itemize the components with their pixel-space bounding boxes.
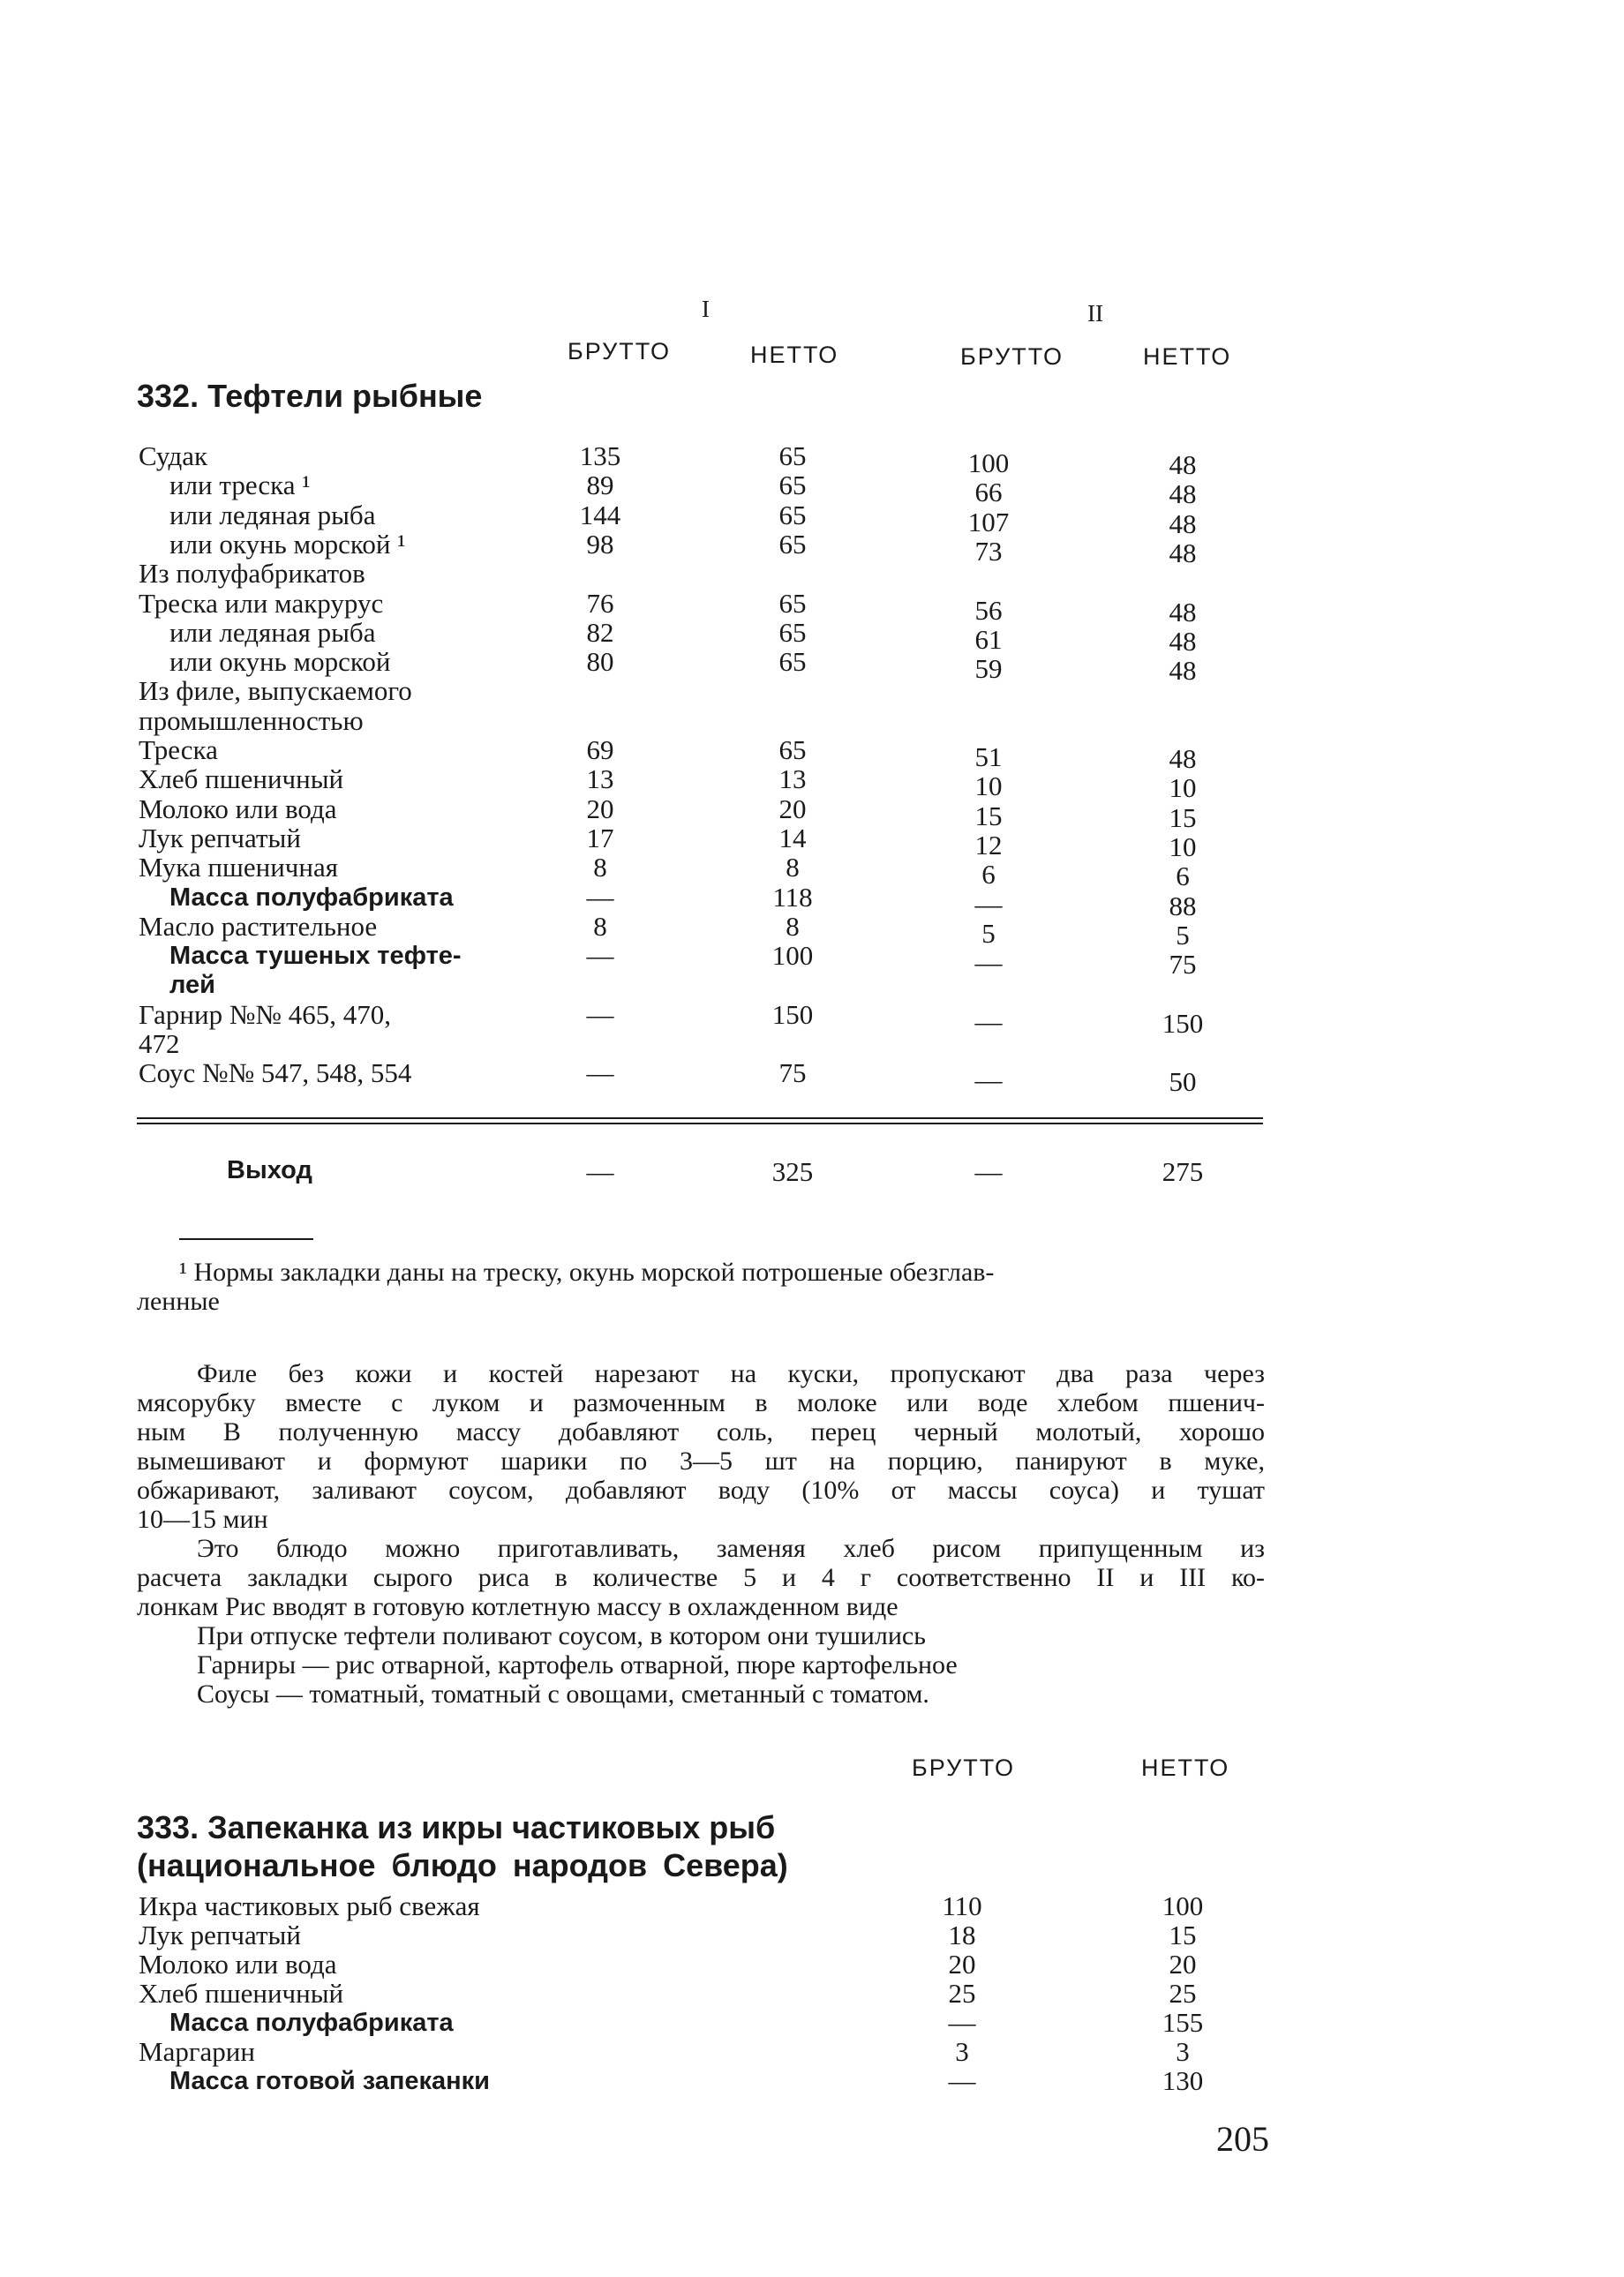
- paragraph-line: вымешивают и формуют шарики по 3—5 шт на порцию, панируют в муке,: [137, 1447, 1265, 1476]
- cell-b2: 59: [974, 653, 1003, 684]
- cell-b1: 8: [593, 911, 607, 942]
- table-row: [0, 763, 1624, 803]
- table-row: [0, 559, 1624, 589]
- table-row: [0, 1057, 1624, 1097]
- footnote-line-2: ленные: [137, 1287, 220, 1316]
- table-row: [0, 1891, 1624, 1921]
- paragraph-line: Соусы — томатный, томатный с овощами, сметанный с томатом.: [197, 1680, 929, 1709]
- table-rule-bottom: [137, 1123, 1263, 1124]
- page-number: 205: [1216, 2119, 1269, 2159]
- cell-n2: 10: [1169, 831, 1197, 862]
- cell-n2: 6: [1176, 860, 1190, 891]
- table-row: [0, 440, 1624, 480]
- cell-n: 20: [1169, 1949, 1197, 1980]
- r333-col-brutto: БРУТТО: [912, 1755, 1016, 1781]
- cell-n1: 65: [778, 440, 807, 471]
- paragraph-line: мясорубку вместе с луком и размоченным в молоке или воде хлебом пшенич-: [137, 1388, 1265, 1417]
- table-row: [0, 1029, 1624, 1059]
- cell-b2: 66: [974, 477, 1003, 507]
- ingredient-label: Мука пшеничная: [139, 852, 338, 883]
- ingredient-label: Из полуфабрикатов: [139, 558, 365, 589]
- cell-n2: 150: [1162, 1008, 1204, 1039]
- cell-b1: —: [586, 1057, 614, 1088]
- ingredient-label: Масса полуфабриката: [169, 883, 454, 912]
- recipe-333-title-line-1: 333. Запеканка из икры частиковых рыб: [137, 1809, 776, 1845]
- cell-n1: 65: [778, 617, 807, 648]
- table-row: [0, 2066, 1624, 2096]
- cell-n1: 65: [778, 734, 807, 765]
- paragraph-line: Это блюдо можно приготавливать, заменяя хлеб рисом припущенным из: [197, 1534, 1265, 1563]
- paragraph-line: лонкам Рис вводят в готовую котлетную массу в охлажденном виде: [137, 1592, 898, 1621]
- cell-n2: 48: [1169, 655, 1197, 686]
- cell-n1: 65: [778, 588, 807, 619]
- yield-label: Выход: [227, 1156, 312, 1184]
- col-netto-2: НЕТТО: [1143, 343, 1232, 370]
- cell-b1: 20: [586, 793, 614, 824]
- table-row: [0, 1920, 1624, 1950]
- paragraph-line: расчета закладки сырого риса в количестве 5 и 4 г соответственно II и III ко-: [137, 1563, 1265, 1592]
- ingredient-label: лей: [169, 971, 215, 999]
- method-paragraph: [137, 1621, 1265, 1650]
- cell-b2: —: [974, 1064, 1003, 1095]
- table-row: [0, 734, 1624, 774]
- recipe-332-title: 332. Тефтели рыбные: [137, 378, 483, 414]
- cell-b1: —: [586, 999, 614, 1030]
- cell-n1: 13: [778, 763, 807, 794]
- ingredient-label: Хлеб пшеничный: [139, 1978, 344, 2009]
- table-row: [0, 470, 1624, 509]
- ingredient-label: Масса тушеных тефте-: [169, 942, 462, 970]
- ingredient-label: Икра частиковых рыб свежая: [139, 1890, 480, 1921]
- paragraph-line: ным В полученную массу добавляют соль, перец черный молотый, хорошо: [137, 1417, 1265, 1447]
- column-group-i: I: [702, 296, 710, 322]
- cell-n2: 48: [1169, 449, 1197, 480]
- paragraph-line: Гарниры — рис отварной, картофель отварной, пюре картофельное: [197, 1650, 958, 1680]
- ingredient-label: Лук репчатый: [139, 823, 301, 853]
- paragraph-line: обжаривают, заливают соусом, добавляют воду (10% от массы соуса) и тушат: [137, 1476, 1265, 1505]
- cell-b2: 100: [967, 447, 1010, 478]
- cell-n2: 5: [1176, 920, 1190, 951]
- cell-n1: 20: [778, 793, 807, 824]
- table-row: [0, 1950, 1624, 1980]
- ingredient-label: Молоко или вода: [139, 793, 337, 824]
- cell-b1: 76: [586, 588, 614, 619]
- table-row: [0, 940, 1624, 980]
- table-row: [0, 617, 1624, 657]
- cell-b1: 69: [586, 734, 614, 765]
- method-paragraph: [137, 1534, 1265, 1621]
- col-brutto-1: БРУТТО: [568, 338, 672, 364]
- cell-b: 20: [948, 1949, 976, 1980]
- ingredient-label: Масса готовой запеканки: [169, 2067, 491, 2095]
- cell-b2: 61: [974, 624, 1003, 655]
- cell-b1: 13: [586, 763, 614, 794]
- cell-b2: —: [974, 1006, 1003, 1037]
- cell-n2: 48: [1169, 508, 1197, 539]
- cell-b: —: [948, 2007, 976, 2038]
- table-row: [0, 823, 1624, 862]
- yield-b2: —: [974, 1156, 1003, 1187]
- ingredient-label: Молоко или вода: [139, 1949, 337, 1980]
- cell-b1: —: [586, 882, 614, 913]
- table-row: [0, 999, 1624, 1039]
- col-netto-1: НЕТТО: [750, 342, 839, 368]
- ingredient-label: Гарнир №№ 465, 470,: [139, 999, 391, 1030]
- cell-n2: 48: [1169, 478, 1197, 509]
- cell-n1: 65: [778, 529, 807, 560]
- r333-col-netto: НЕТТО: [1141, 1755, 1230, 1781]
- table-row: [0, 970, 1624, 1000]
- table-row: [0, 646, 1624, 686]
- ingredient-label: Треска: [139, 734, 218, 765]
- cell-b: 18: [948, 1920, 976, 1950]
- cell-n1: 150: [771, 999, 814, 1030]
- cell-b2: 73: [974, 536, 1003, 567]
- cell-b1: 80: [586, 646, 614, 677]
- cell-b2: 12: [974, 830, 1003, 860]
- cell-n1: 100: [771, 940, 814, 971]
- cell-n2: 48: [1169, 743, 1197, 774]
- cell-n: 155: [1162, 2007, 1204, 2038]
- cell-n2: 50: [1169, 1066, 1197, 1097]
- ingredient-label: Масса полуфабриката: [169, 2009, 454, 2037]
- ingredient-label: или ледяная рыба: [169, 500, 376, 530]
- cell-b: 110: [942, 1890, 982, 1921]
- table-row: [0, 882, 1624, 921]
- cell-b1: 8: [593, 852, 607, 883]
- cell-n: 25: [1169, 1978, 1197, 2009]
- cell-b: 3: [955, 2036, 969, 2067]
- ingredient-label: или ледяная рыба: [169, 617, 376, 648]
- column-group-ii: II: [1087, 300, 1103, 327]
- cell-b: —: [948, 2065, 976, 2096]
- cell-b2: 51: [974, 741, 1003, 772]
- ingredient-label: Масло растительное: [139, 911, 378, 942]
- cell-b2: —: [974, 947, 1003, 978]
- table-row: [0, 1979, 1624, 2009]
- table-row: [0, 676, 1624, 706]
- cell-n1: 8: [786, 911, 800, 942]
- cell-n: 100: [1162, 1890, 1204, 1921]
- cell-b1: 82: [586, 617, 614, 648]
- cell-n2: 48: [1169, 626, 1197, 657]
- footnote-rule: [179, 1238, 313, 1240]
- cell-n2: 10: [1169, 772, 1197, 803]
- table-row: [0, 2037, 1624, 2067]
- ingredient-label: Лук репчатый: [139, 1920, 301, 1950]
- cell-b2: 107: [967, 507, 1010, 537]
- cell-b1: 135: [579, 440, 621, 471]
- cell-b2: 15: [974, 800, 1003, 831]
- cell-n: 130: [1162, 2065, 1204, 2096]
- paragraph-line: При отпуске тефтели поливают соусом, в котором они тушились: [197, 1621, 926, 1650]
- cell-n1: 8: [786, 852, 800, 883]
- method-paragraph: [137, 1680, 1265, 1709]
- ingredient-label: Соус №№ 547, 548, 554: [139, 1057, 412, 1088]
- ingredient-label: или окунь морской ¹: [169, 529, 406, 560]
- cell-n1: 118: [772, 882, 813, 913]
- cell-b1: —: [586, 940, 614, 971]
- yield-n2: 275: [1162, 1156, 1204, 1187]
- cell-n1: 14: [778, 823, 807, 853]
- cell-b1: 144: [579, 500, 621, 530]
- ingredient-label: Маргарин: [139, 2036, 255, 2067]
- yield-b1: —: [586, 1156, 614, 1187]
- table-row: [0, 2008, 1624, 2038]
- cell-n1: 75: [778, 1057, 807, 1088]
- cell-n2: 88: [1169, 891, 1197, 921]
- cell-b1: 89: [586, 470, 614, 500]
- cell-n1: 65: [778, 646, 807, 677]
- cell-b2: 6: [981, 859, 996, 890]
- cell-n2: 75: [1169, 949, 1197, 980]
- cell-n2: 48: [1169, 597, 1197, 627]
- cell-n1: 65: [778, 470, 807, 500]
- cell-n: 15: [1169, 1920, 1197, 1950]
- footnote-line-1: ¹ Нормы закладки даны на треску, окунь морской потрошеные обезглав-: [179, 1258, 995, 1287]
- table-row: [0, 852, 1624, 891]
- ingredient-label: Хлеб пшеничный: [139, 763, 344, 794]
- ingredient-label: или окунь морской: [169, 646, 391, 677]
- recipe-333-title-line-2: (национальное блюдо народов Севера): [137, 1847, 788, 1883]
- yield-n1: 325: [771, 1156, 814, 1187]
- table-row: [0, 793, 1624, 833]
- cell-b1: 98: [586, 529, 614, 560]
- cell-n: 3: [1176, 2036, 1190, 2067]
- ingredient-label: Из филе, выпускаемого: [139, 675, 412, 706]
- cell-n2: 48: [1169, 537, 1197, 568]
- cell-n2: 15: [1169, 802, 1197, 833]
- table-row: [0, 588, 1624, 627]
- table-row: [0, 911, 1624, 951]
- table-row: [0, 500, 1624, 539]
- ingredient-label: 472: [139, 1028, 180, 1059]
- ingredient-label: или треска ¹: [169, 470, 311, 500]
- table-row: [0, 529, 1624, 568]
- paragraph-line: 10—15 мин: [137, 1505, 268, 1534]
- cell-b: 25: [948, 1978, 976, 2009]
- cell-b2: —: [974, 889, 1003, 920]
- ingredient-label: промышленностью: [139, 705, 364, 736]
- cell-n1: 65: [778, 500, 807, 530]
- method-paragraph: [137, 1359, 1265, 1534]
- table-rule-top: [137, 1117, 1263, 1119]
- col-brutto-2: БРУТТО: [960, 343, 1064, 370]
- method-paragraph: [137, 1650, 1265, 1680]
- ingredient-label: Судак: [139, 440, 208, 471]
- cell-b2: 56: [974, 595, 1003, 626]
- cell-b2: 10: [974, 770, 1003, 801]
- paragraph-line: Филе без кожи и костей нарезают на куски, пропускают два раза через: [197, 1359, 1265, 1388]
- cell-b2: 5: [981, 918, 996, 949]
- table-row: [0, 706, 1624, 736]
- cell-b1: 17: [586, 823, 614, 853]
- ingredient-label: Треска или макрурус: [139, 588, 384, 619]
